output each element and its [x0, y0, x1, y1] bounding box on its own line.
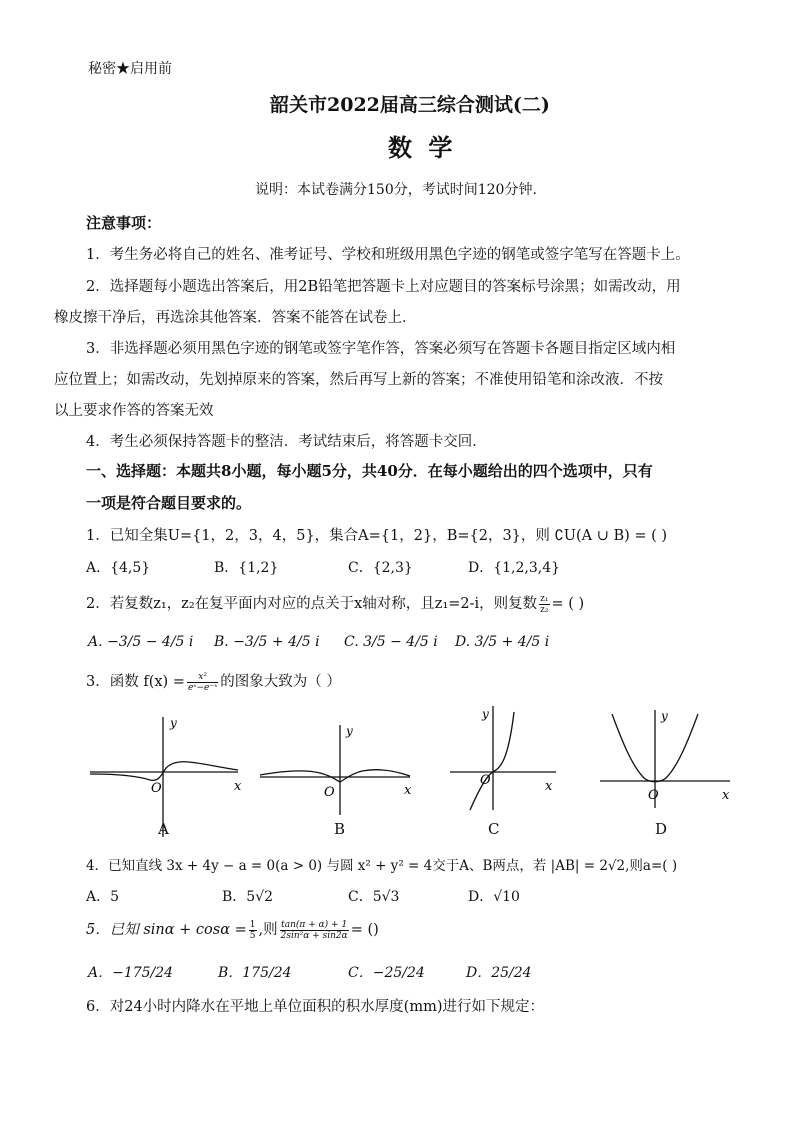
q4-option-d: D．√10: [468, 889, 520, 905]
q3-stem: [86, 670, 341, 693]
instruction-4: 4．考生必须保持答题卡的整洁．考试结束后，将答题卡交回．: [86, 434, 487, 450]
q3-graph-c-ylabel: y: [482, 707, 489, 721]
q5-option-b: B．175/24: [218, 965, 292, 981]
q3-graph-b-xlabel: x: [404, 783, 412, 798]
q3-graph-d-ylabel: y: [661, 709, 668, 723]
q1-option-b: B．{1,2}: [214, 560, 279, 576]
q5-option-d: D．25/24: [466, 965, 532, 981]
q3-graph-a-origin: O: [151, 781, 162, 796]
q3-graph-d: [598, 706, 738, 811]
q3-graph-d-origin: O: [648, 788, 659, 803]
q5-stem-pre: 5．已知 sinα + cosα =: [86, 922, 247, 938]
q3-graph-b-ylabel: y: [346, 724, 353, 738]
q5-stem: [86, 918, 379, 941]
q2-option-a: A. −3/5 − 4/5 i: [88, 634, 194, 650]
instructions-heading: 注意事项：: [86, 214, 162, 232]
q3-graph-d-caption: D: [655, 820, 668, 838]
q3-graph-c-caption: C: [488, 820, 500, 838]
q1-stem: 1．已知全集U={1，2，3，4，5}，集合A={1，2}，B={2，3}，则 ∁U(A ∪ B) = ( ): [86, 528, 668, 544]
q2-stem-pre: 2．若复数z₁，z₂在复平面内对应的点关于x轴对称，且z₁=2-i，则复数: [86, 596, 538, 612]
q3-stem-post: 的图象大致为（ ）: [220, 674, 341, 690]
q3-graph-c-xlabel: x: [545, 779, 553, 794]
q4-option-a: A．5: [86, 889, 120, 905]
instruction-1: 1．考生务必将自己的姓名、准考证号、学校和班级用黑色字迹的钢笔或签字笔写在答题卡上。: [86, 247, 690, 263]
q3-graph-c: [448, 702, 563, 812]
subject-title: 数 学: [388, 133, 457, 162]
q2-option-c: C. 3/5 − 4/5 i: [344, 634, 438, 650]
q3-fraction: $\frac{\text{x²}}{\text{eˣ−e⁻ˣ}}$: [187, 671, 218, 693]
instruction-3-line3: 以上要求作答的答案无效: [54, 403, 214, 419]
q3-graph-b-origin: O: [324, 785, 335, 800]
q3-graph-a-ylabel: y: [170, 716, 177, 730]
q3-stem-pre: 3．函数 f(x) =: [86, 674, 185, 690]
q1-option-a: A．{4,5}: [86, 560, 151, 576]
instruction-3-line2: 应位置上；如需改动，先划掉原来的答案，然后再写上新的答案；不准使用铅笔和涂改液．不按: [54, 372, 663, 388]
instruction-3-line1: 3．非选择题必须用黑色字迹的钢笔或签字笔作答，答案必须写在答题卡各题目指定区域内相: [86, 341, 676, 357]
q1-option-d: D．{1,2,3,4}: [468, 560, 561, 576]
q3-graph-d-xlabel: x: [722, 788, 730, 803]
exam-note: 说明：本试卷满分150分，考试时间120分钟.: [255, 182, 537, 198]
q2-stem-post: = ( ): [551, 596, 585, 612]
q2-fraction: $\frac{\text{z₁}}{\text{z₂}}$: [540, 593, 549, 615]
q3-graph-a-xlabel: x: [234, 779, 242, 794]
q4-option-c: C．5√3: [348, 889, 400, 905]
q3-graph-b: [258, 720, 418, 820]
q2-stem: [86, 592, 584, 615]
instruction-2-line1: 2．选择题每小题选出答案后，用2B铅笔把答题卡上对应题目的答案标号涂黑；如需改动，用: [86, 279, 681, 295]
q2-option-b: B. −3/5 + 4/5 i: [214, 634, 320, 650]
q4-stem: 4．已知直线 3x + 4y − a = 0(a > 0) 与圆 x² + y² = 4交于A、B两点，若 |AB| = 2√2,则a=( ): [86, 858, 678, 874]
q5-stem-mid: ,则: [258, 922, 278, 938]
instruction-2-line2: 橡皮擦干净后，再选涂其他答案．答案不能答在试卷上．: [54, 310, 417, 326]
q5-stem-post: = (): [350, 922, 379, 938]
section1-heading-line2: 一项是符合题目要求的。: [86, 494, 252, 512]
section1-heading-line1: 一、选择题：本题共8小题，每小题5分，共40分．在每小题给出的四个选项中，只有: [86, 462, 653, 480]
q6-stem: 6．对24小时内降水在平地上单位面积的积水厚度(mm)进行如下规定：: [86, 999, 544, 1015]
secret-label: 秘密★启用前: [88, 61, 172, 77]
q3-graph-a-caption: A: [158, 820, 169, 838]
q4-option-b: B．5√2: [222, 889, 274, 905]
q5-option-c: C．−25/24: [348, 965, 425, 981]
q2-option-d: D. 3/5 + 4/5 i: [455, 634, 550, 650]
exam-title: 韶关市2022届高三综合测试(二): [270, 94, 550, 116]
q1-option-c: C．{2,3}: [348, 560, 413, 576]
q5-option-a: A．−175/24: [88, 965, 174, 981]
q5-fraction-1: $\frac{1}{5}$: [249, 919, 256, 941]
q3-graph-b-caption: B: [334, 820, 346, 838]
q3-graph-c-origin: O: [480, 773, 491, 788]
q5-fraction-2: $\frac{\tan(\pi + \alpha) + 1}{\text{2sin²α + sin2α}}$: [280, 919, 348, 941]
